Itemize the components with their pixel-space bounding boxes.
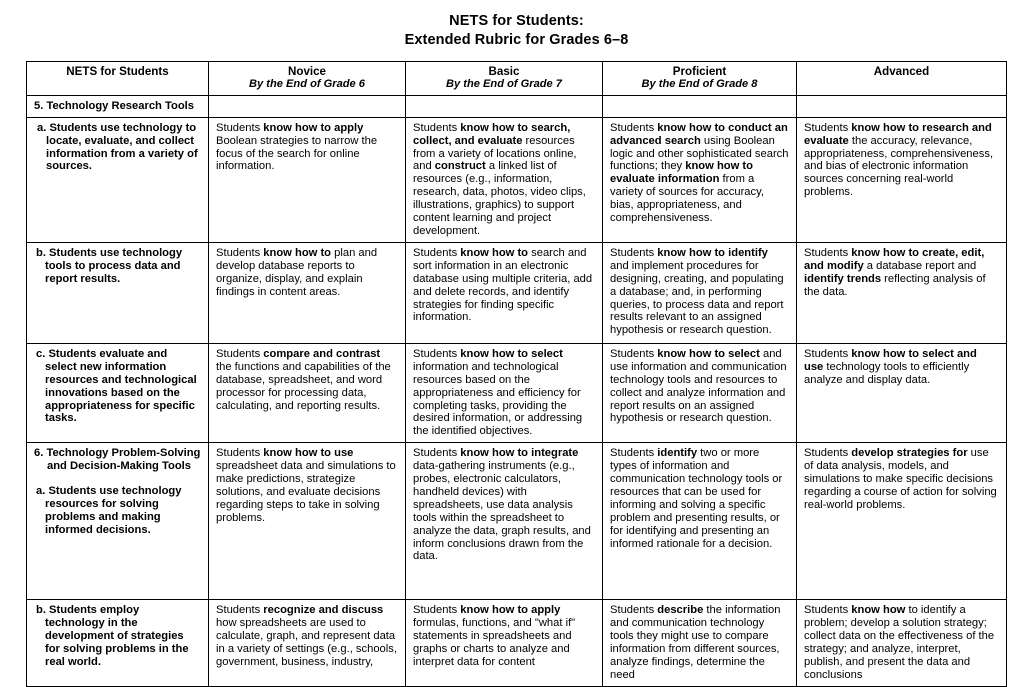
basic-cell: Students know how to integrate data-gathering instruments (e.g., probes, electronic calculators, handheld devices) with spreadsheets, use data analysis tools within the spreadsheet to analyze the data, graph results, and inform conclusions drawn from the data.: [406, 443, 603, 600]
standard-text: b. Students employ technology in the development of strategies for solving problems in the real world.: [36, 604, 189, 668]
advanced-cell: Students know how to create, edit, and modify a database report and identify trends reflecting analysis of the data.: [797, 242, 1007, 343]
novice-cell: Students know how to plan and develop database reports to organize, display, and explain findings in content areas.: [209, 242, 406, 343]
title-line-2: Extended Rubric for Grades 6–8: [404, 32, 629, 48]
table-header-row: [27, 62, 1007, 96]
column-header-proficient: [603, 62, 797, 96]
table-row: [27, 242, 1007, 343]
novice-cell: Students know how to apply Boolean strategies to narrow the focus of the search for online information.: [209, 117, 406, 242]
column-header-novice: [209, 62, 406, 96]
title-line-1: NETS for Students:: [449, 13, 584, 29]
column-header-label: NETS for Students: [66, 65, 169, 78]
advanced-cell: Students know how to research and evaluate the accuracy, relevance, appropriateness, comprehensiveness, and bias of electronic information sources concerning real-world problems.: [797, 117, 1007, 242]
column-header-label: Novice: [287, 65, 327, 78]
basic-cell: Students know how to search, collect, and evaluate resources from a variety of locations online, and construct a linked list of resources (e.g., information, research, data, photos, video clips, illustrations, graphics) to support content learning and project development.: [406, 117, 603, 242]
advanced-cell: Students know how to identify a problem; develop a solution strategy; collect data on the effectiveness of the strategy; and analyze, interpret, publish, and present the data and conclusions: [797, 600, 1007, 686]
novice-cell: Students compare and contrast the functions and capabilities of the database, spreadsheet, and word processor for processing data, calculating, and reporting results.: [209, 343, 406, 442]
column-header-sublabel: By the End of Grade 8: [641, 78, 758, 91]
strand-label-5: 5. Technology Research Tools: [27, 95, 209, 117]
page-title: [0, 0, 1033, 50]
basic-cell: Students know how to select information and technological resources based on the appropriateness and efficiency for completing tasks, providing the desired information, or addressing the identified objectives.: [406, 343, 603, 442]
proficient-cell: Students know how to conduct an advanced search using Boolean logic and other sophisticated search functions; they know how to evaluate information from a variety of sources for accuracy, bias, appropriateness, and comprehensiveness.: [603, 117, 797, 242]
standard-cell: [27, 242, 209, 343]
standard-cell: [27, 343, 209, 442]
basic-cell: Students know how to search and sort information in an electronic database using multiple criteria, add and delete records, and identify strategies for finding specific information.: [406, 242, 603, 343]
strand-label-6: 6. Technology Problem-Solving and Decision-Making Tools: [34, 447, 201, 473]
rubric-table: [26, 61, 1007, 687]
column-header-sublabel: By the End of Grade 6: [249, 78, 365, 91]
strand-empty-cell: [603, 95, 797, 117]
standard-text: c. Students evaluate and select new information resources and technological innovations based on the appropriateness for specific tasks.: [36, 347, 197, 425]
table-row: [27, 600, 1007, 686]
standard-text: a. Students use technology resources for solving problems and making informed decisions.: [36, 485, 182, 536]
strand-header-row-5: [27, 95, 1007, 117]
standard-cell: [27, 600, 209, 686]
standard-cell: [27, 117, 209, 242]
column-header-label: Proficient: [672, 65, 727, 78]
proficient-cell: Students know how to identify and implement procedures for designing, creating, and populating a database; and, in performing queries, to process data and report results relevant to an assigned hypothesis or research question.: [603, 242, 797, 343]
column-header-label: Basic: [488, 65, 520, 78]
standard-text: a. Students use technology to locate, evaluate, and collect information from a variety of sources.: [37, 121, 198, 173]
column-header-sublabel: By the End of Grade 7: [446, 78, 562, 91]
strand-empty-cell: [209, 95, 406, 117]
proficient-cell: Students know how to select and use information and communication technology tools and resources to collect and analyze information and report results on an assigned hypothesis or research question.: [603, 343, 797, 442]
basic-cell: Students know how to apply formulas, functions, and "what if" statements in spreadsheets and graphs or charts to analyze and interpret data for content: [406, 600, 603, 686]
column-header-basic: [406, 62, 603, 96]
column-header-advanced: [797, 62, 1007, 96]
table-row: [27, 117, 1007, 242]
proficient-cell: Students describe the information and communication technology tools they might use to compare information from different sources, analyze findings, determine the need: [603, 600, 797, 686]
standard-cell: [27, 443, 209, 600]
novice-cell: Students recognize and discuss how spreadsheets are used to calculate, graph, and represent data in a variety of settings (e.g., schools, government, business, industry,: [209, 600, 406, 686]
table-row: [27, 443, 1007, 600]
advanced-cell: Students develop strategies for use of data analysis, models, and simulations to make specific decisions regarding a course of action for solving real-world problems.: [797, 443, 1007, 600]
column-header-nets: [27, 62, 209, 96]
column-header-label: Advanced: [873, 65, 930, 78]
strand-empty-cell: [406, 95, 603, 117]
table-row: [27, 343, 1007, 442]
standard-text: b. Students use technology tools to process data and report results.: [36, 246, 183, 285]
proficient-cell: Students identify two or more types of information and communication technology tools or resources that can be used for informing and solving a specific problem and presenting results, or for identifying and presenting an informed rationale for a decision.: [603, 443, 797, 600]
strand-empty-cell: [797, 95, 1007, 117]
novice-cell: Students know how to use spreadsheet data and simulations to make predictions, strategize solutions, and evaluate decisions regarding steps to take in solving problems.: [209, 443, 406, 600]
advanced-cell: Students know how to select and use technology tools to efficiently analyze and display data.: [797, 343, 1007, 442]
